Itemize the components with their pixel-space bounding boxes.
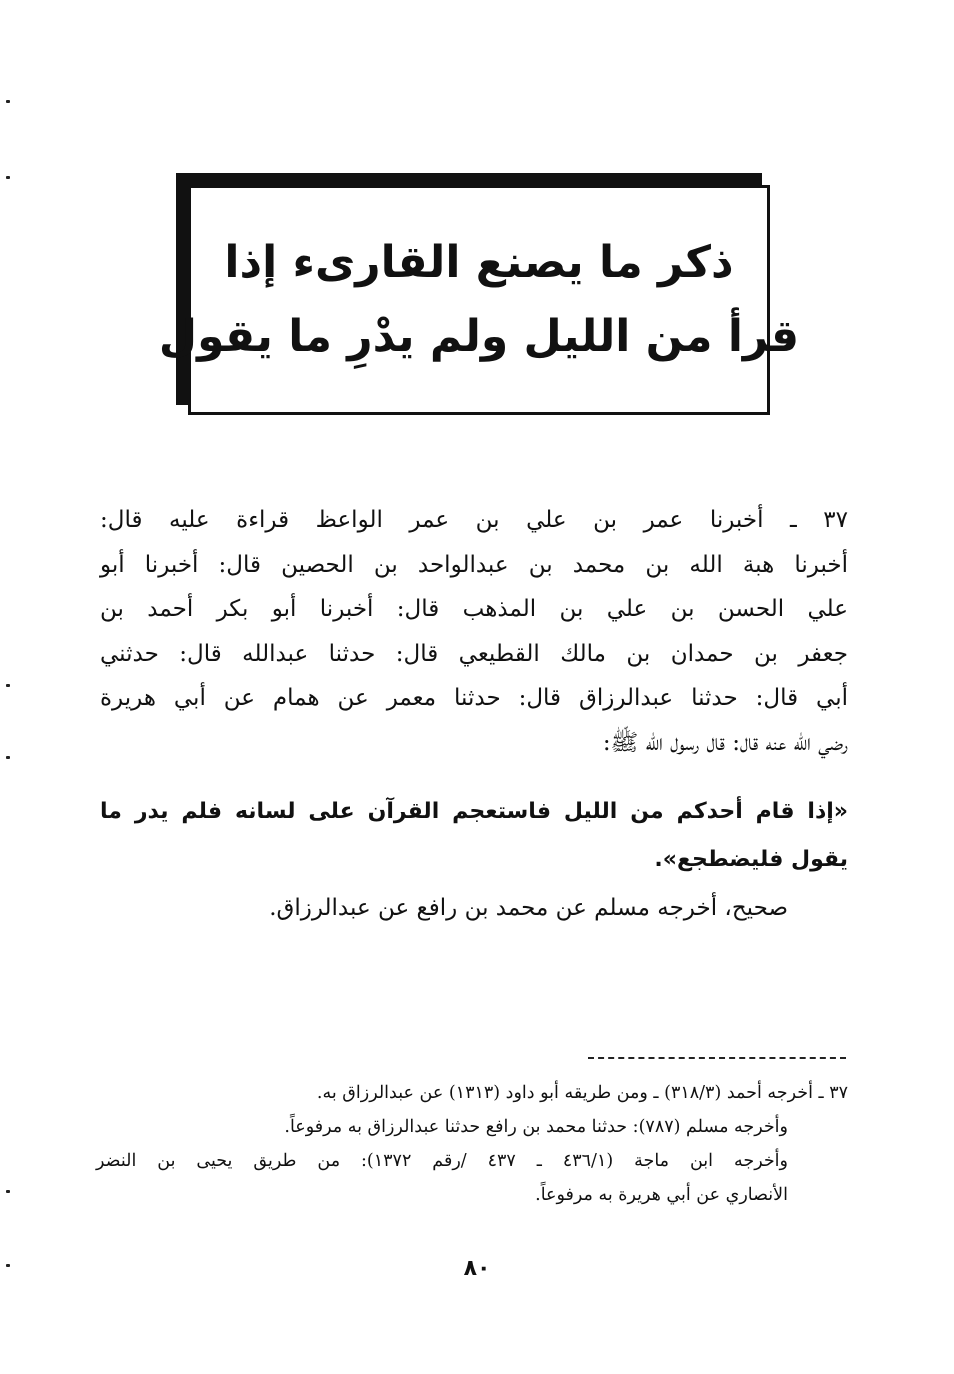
- scan-speck: [6, 100, 10, 103]
- scan-speck: [6, 756, 10, 759]
- isnad-line: رضي الله عنه قال: قال رسول الله ﷺ:: [602, 729, 848, 756]
- isnad-line: جعفر بن حمدان بن مالك القطيعي قال: حدثنا عبدالله قال: حدثني: [100, 640, 848, 667]
- hadith-text: [100, 788, 848, 884]
- footnote-line: وأخرجه ابن ماجة (٤٣٦/١ ـ ٤٣٧ /رقم ١٣٧٢): من طريق يحيى بن النضر: [96, 1151, 788, 1171]
- grading-note: صحيح، أخرجه مسلم عن محمد بن رافع عن عبدالرزاق.: [269, 895, 788, 921]
- hadith-line: «إذا قام أحدكم من الليل فاستعجم القرآن على لسانه فلم يدر ما: [100, 799, 848, 824]
- scan-speck: [6, 176, 10, 179]
- isnad-paragraph: [100, 498, 848, 765]
- hadith-line: يقول فليضطجع».: [654, 847, 848, 872]
- chapter-title-line-2: قرأ من الليل ولم يدْرِ ما يقول: [158, 311, 800, 362]
- footnote-line: ٣٧ ـ أخرجه أحمد (٣١٨/٣) ـ ومن طريقه أبو داود (١٣١٣) عن عبدالرزاق به.: [316, 1083, 848, 1103]
- isnad-line: علي الحسن بن علي بن المذهب قال: أخبرنا أبو بكر أحمد بن: [100, 596, 848, 622]
- footnotes: [96, 1076, 848, 1212]
- chapter-title-line-1: ذكر ما يصنع القارىء إذا: [224, 237, 734, 288]
- scan-speck: [6, 684, 10, 687]
- isnad-line: أخبرنا هبة الله بن محمد بن عبدالواحد بن الحصين قال: أخبرنا أبو: [100, 551, 848, 578]
- scan-speck: [6, 1190, 10, 1193]
- chapter-title-box: [158, 185, 800, 415]
- footnote-line: وأخرجه مسلم (٧٨٧): حدثنا محمد بن رافع حدثنا عبدالرزاق به مرفوعاً.: [284, 1117, 788, 1137]
- page-number: ٨٠: [463, 1256, 491, 1281]
- isnad-line: أبي قال: حدثنا عبدالرزاق قال: حدثنا معمر عن همام عن أبي هريرة: [100, 685, 848, 711]
- isnad-line: ٣٧ ـ أخبرنا عمر بن علي بن عمر الواعظ قراءة عليه قال:: [100, 507, 848, 533]
- footnote-line: الأنصاري عن أبي هريرة به مرفوعاً.: [535, 1185, 788, 1205]
- footnote-divider: [588, 1057, 846, 1059]
